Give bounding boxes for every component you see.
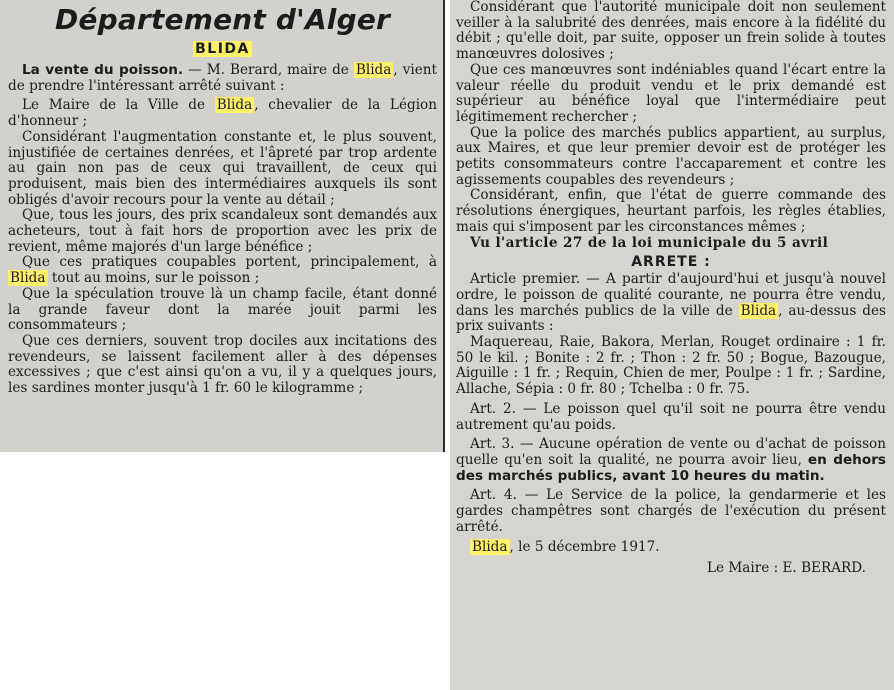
article-1 <box>456 272 886 335</box>
price-list: Maquereau, Raie, Bakora, Merlan, Rouget ordinaire : 1 fr. 50 le kil. ; Bonite : 2 fr. ; Thon : 2 fr. 50 ; Bogue, Bazougue, Aiguille : 1 fr. ; Requin, Chien de mer, Poulpe : 1 fr. ; Sardine, Allache, Sépia : 0 fr. 80 ; Tchelba : 0 fr. 75. <box>456 334 886 398</box>
article-1-text: Article premier. — A partir d'aujourd'hui et jusqu'à nouvel ordre, le poisson de qualité courante, ne pourra être vendu, dans les marchés publics de la ville de <box>456 271 886 319</box>
paragraph: Considérant que l'autorité municipale doit non seulement veiller à la salubrité des denrées, mais encore à la fidélité du débit ; qu'elle doit, par suite, opposer un frein solide à toutes manœuvres dolosives ; <box>456 0 886 63</box>
town-highlight: Blida <box>10 270 46 287</box>
lead-intro-end: , vient de prendre l'intéressant arrêté suivant : <box>8 62 437 94</box>
lead-title: La vente du poisson. <box>22 62 184 78</box>
column-rule <box>443 0 445 452</box>
paragraph: Que ces derniers, souvent trop dociles aux incitations des revendeurs, se laissent facilement aller à des dépenses excessives ; que c'est ainsi qu'on a vu, il y a quelques jours, les sardines monter jusqu'à 1 fr. 60 le kilogramme ; <box>8 332 437 397</box>
article-3-text: Art. 3. — Aucune opération de vente ou d'achat de poisson quelle qu'en soit la qualité, ne pourra avoir lieu, <box>456 436 886 468</box>
signature: Le Maire : E. BERARD. <box>706 560 866 577</box>
paragraph: Que, tous les jours, des prix scandaleux sont demandés aux acheteurs, tout à fait hors de proportion avec les prix de revient, même majorés d'un large bénéfice ; <box>8 207 437 255</box>
article-4: Art. 4. — Le Service de la police, la gendarmerie et les gardes champêtres sont chargés de l'exécution du présent arrêté. <box>456 487 886 535</box>
town-highlight: Blida <box>216 97 253 114</box>
paragraph: Considérant, enfin, que l'état de guerre commande des résolutions énergiques, heurtant parfois, les règles établies, mais qui s'imposent par les circonstances mêmes ; <box>456 187 886 235</box>
mayor-paragraph <box>8 98 437 129</box>
article-3 <box>456 437 886 484</box>
arrete-title: ARRETE : <box>631 254 711 271</box>
left-column <box>0 0 445 452</box>
town-highlight: Blida <box>355 62 392 78</box>
page-heading: Département d'Alger <box>54 3 391 36</box>
right-column <box>450 0 894 690</box>
article-2: Art. 2. — Le poisson quel qu'il soit ne pourra être vendu autrement qu'au poids. <box>456 400 886 433</box>
practices-text: Que ces pratiques coupables portent, principalement, à <box>22 254 437 271</box>
article-3-bold: en dehors des marchés publics, avant 10 heures du matin. <box>456 451 886 484</box>
city-subheading <box>8 38 437 57</box>
lead-intro: — M. Berard, maire de <box>183 62 354 78</box>
lead-paragraph <box>8 63 437 94</box>
city-highlight: BLIDA <box>195 41 250 57</box>
date-text: , le 5 décembre 1917. <box>509 538 660 555</box>
paragraph: Que la police des marchés publics appartient, au surplus, aux Maires, et que leur premier devoir est de protéger les petits consommateurs contre l'accaparement et contre les agissements coupables des revendeurs ; <box>456 124 886 188</box>
vu-line: Vu l'article 27 de la loi municipale du 5 avril <box>470 234 829 251</box>
mayor-text-end: , chevalier de la Légion d'honneur ; <box>8 97 437 130</box>
town-highlight: Blida <box>740 302 777 319</box>
paragraph: Considérant l'augmentation constante et, le plus souvent, injustifiée de certaines denrées, et l'âpreté par trop ardente au gain non pas de ceux qui travaillent, de ceux qui produisent, mais bien des intermédiaires auxquels ils sont obligés d'avoir recours pour la vente au détail ; <box>8 128 437 208</box>
dateline <box>456 540 886 556</box>
practices-paragraph <box>8 255 437 286</box>
paragraph: Que la spéculation trouve là un champ facile, étant donné la grande faveur dont la marée jouit parmi les consommateurs ; <box>8 285 437 334</box>
mayor-text: Le Maire de la Ville de <box>22 97 215 114</box>
town-highlight: Blida <box>472 538 508 555</box>
article-1-text-end: , au-dessus des prix suivants : <box>456 302 886 335</box>
practices-text-end: tout au moins, sur le poisson ; <box>47 270 260 287</box>
paragraph: Que ces manœuvres sont indéniables quand l'écart entre la valeur réelle du produit vendu et le prix demandé est supérieur au bénéfice loyal que l'intermédiaire peut légitimement rechercher ; <box>456 61 886 125</box>
